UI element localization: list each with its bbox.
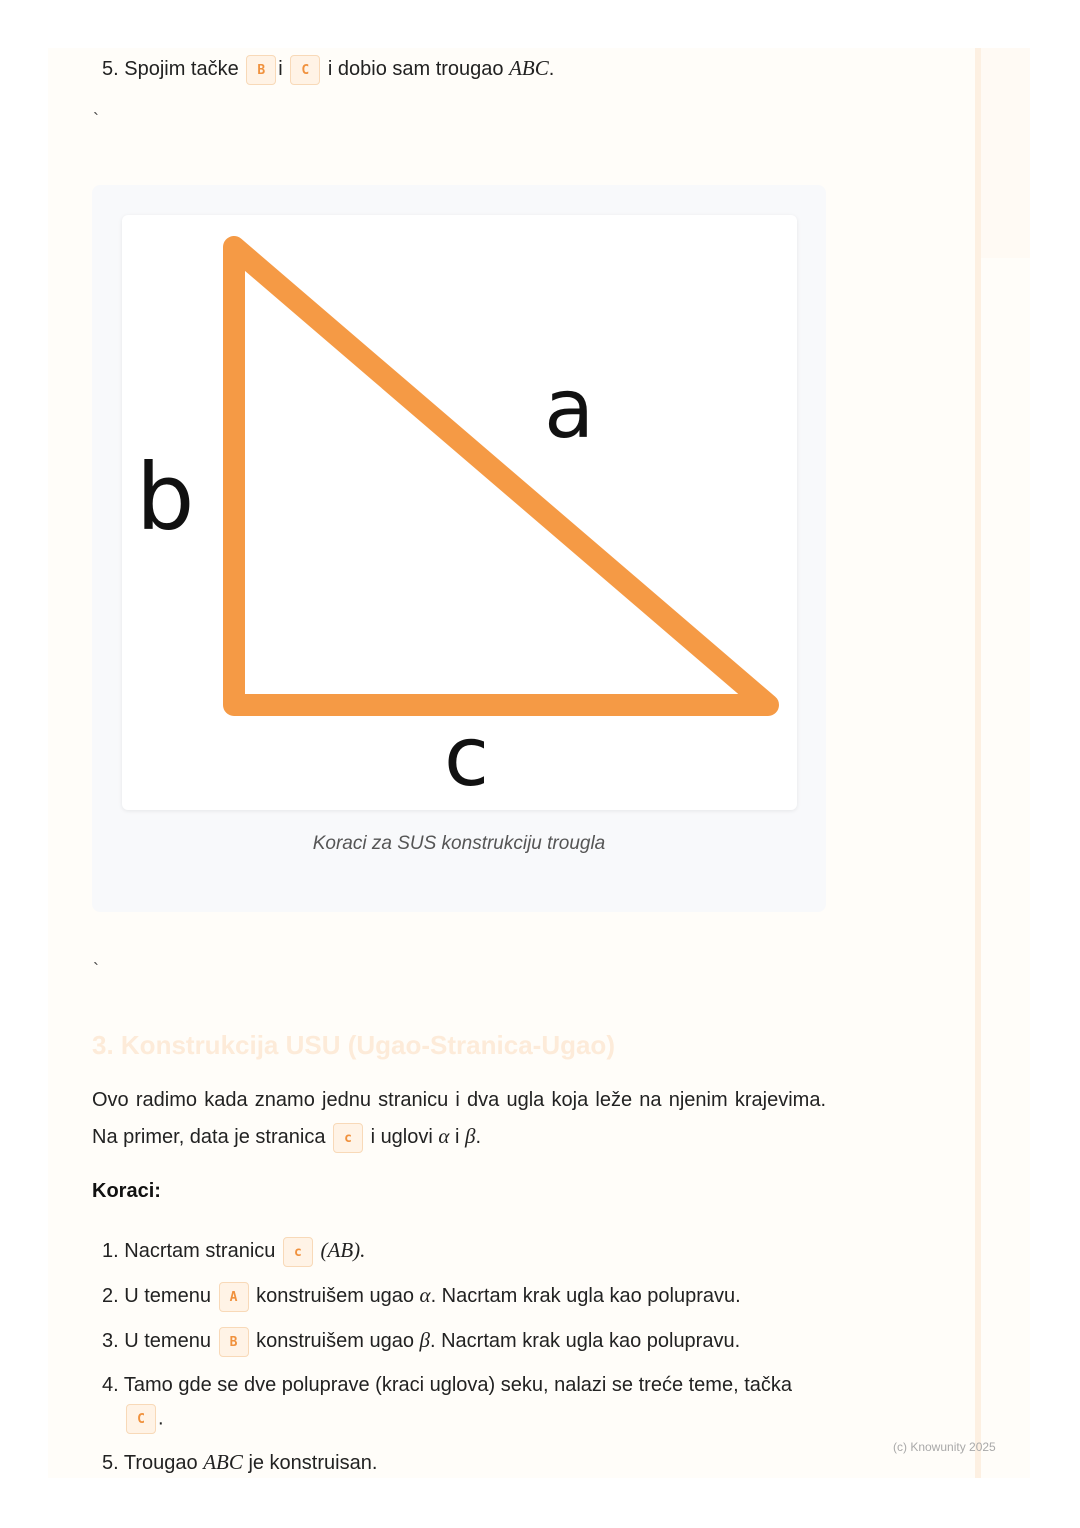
step-text: . Nacrtam krak ugla kao polupravu. <box>430 1285 741 1307</box>
label-c: c <box>444 710 490 805</box>
code-point-c: C <box>290 55 320 85</box>
step-text: konstruišem ugao <box>256 1330 414 1352</box>
step-number: 2. <box>102 1285 119 1307</box>
para-text: Ovo radimo kada znamo jednu stranicu i dva ugla koja leže na njenim krajevima. Na primer, data je stranica <box>92 1089 826 1148</box>
math-alpha: α <box>438 1124 450 1148</box>
backtick: ` <box>93 110 99 130</box>
math-alpha: α <box>419 1283 431 1307</box>
step-number: 1. <box>102 1240 119 1262</box>
side-panel <box>981 48 1030 258</box>
math-beta: β <box>419 1328 430 1352</box>
section-paragraph <box>92 1082 826 1155</box>
step-text: . <box>548 58 555 80</box>
label-a: a <box>544 362 595 457</box>
step-2 <box>102 1281 741 1312</box>
step-text: 5. Spojim tačke <box>102 58 239 80</box>
para-text: . <box>475 1126 482 1148</box>
para-text: i <box>454 1126 460 1148</box>
math-ab: (AB). <box>320 1238 366 1262</box>
code-point-b: B <box>219 1327 249 1357</box>
step-text: je konstruisan. <box>248 1452 378 1474</box>
figure-card <box>92 185 826 912</box>
step-text: . Nacrtam krak ugla kao polupravu. <box>430 1330 741 1352</box>
step-text: U temenu <box>124 1285 211 1307</box>
section-heading: 3. Konstrukcija USU (Ugao-Stranica-Ugao) <box>92 1030 615 1060</box>
step-text: konstruišem ugao <box>256 1285 414 1307</box>
triangle-shape <box>234 247 768 705</box>
code-point-a: A <box>219 1282 249 1312</box>
figure-caption: Koraci za SUS konstrukciju trougla <box>312 833 606 854</box>
triangle-svg <box>122 215 797 810</box>
step-text: Trougao <box>123 1452 198 1474</box>
step-number: 5. <box>102 1452 119 1474</box>
code-side-c: c <box>333 1123 363 1153</box>
step-text: Tamo gde se dve poluprave (kraci uglova) seku, nalazi se treće teme, tačka <box>123 1374 793 1396</box>
step-4-cont <box>124 1404 164 1434</box>
step-text: i dobio sam trougao <box>327 58 504 80</box>
code-point-b: B <box>246 55 276 85</box>
step-1 <box>102 1236 365 1267</box>
side-rail <box>975 48 981 1478</box>
step-text: Nacrtam stranicu <box>124 1240 276 1262</box>
label-b: b <box>136 444 195 551</box>
triangle-image <box>122 215 797 810</box>
copyright-footer: (c) Knowunity 2025 <box>893 1440 996 1454</box>
step-number: 3. <box>102 1330 119 1352</box>
step-text: . <box>158 1407 164 1430</box>
step-number: 4. <box>102 1374 119 1396</box>
backtick: ` <box>93 960 99 980</box>
step-text: i <box>278 58 283 80</box>
math-abc: ABC <box>203 1450 243 1474</box>
step-3 <box>102 1326 740 1357</box>
step-text: U temenu <box>124 1330 211 1352</box>
math-abc: ABC <box>509 56 549 80</box>
code-side-c: c <box>283 1237 313 1267</box>
math-beta: β <box>465 1124 476 1148</box>
para-text: i uglovi <box>370 1126 433 1148</box>
step-5-top <box>102 54 554 85</box>
step-4 <box>102 1371 792 1399</box>
steps-title: Koraci: <box>92 1180 161 1202</box>
code-point-c: C <box>126 1404 156 1434</box>
step-5 <box>102 1448 377 1477</box>
